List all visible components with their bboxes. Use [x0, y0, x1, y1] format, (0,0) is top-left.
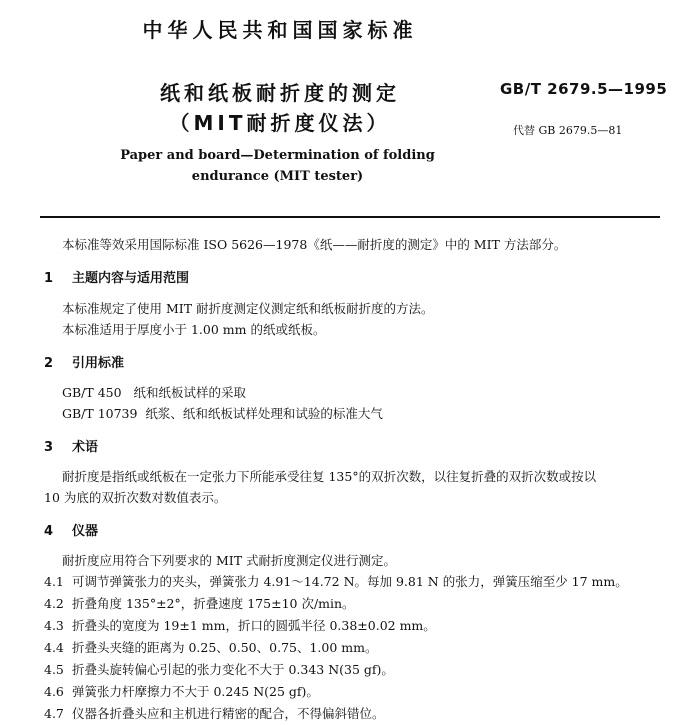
clause-number: 4.6	[44, 684, 64, 699]
section-3-title: 术语	[72, 440, 99, 455]
replaces-note: 代替 GB 2679.5—81	[513, 124, 623, 137]
header-divider	[40, 216, 660, 218]
clause-number: 4.7	[44, 706, 64, 721]
clause-text: 折叠角度 135°±2°，折叠速度 175±10 次/min。	[72, 596, 355, 611]
clause-text: 仪器各折叠头应和主机进行精密的配合，不得偏斜错位。	[72, 706, 385, 721]
reference-gb-t-450: GB/T 450 纸和纸板试样的采取	[62, 385, 246, 400]
section-2-title: 引用标准	[72, 356, 125, 371]
section-1-title: 主题内容与适用范围	[72, 271, 190, 286]
section-3-paragraph-line-2: 10 为底的双折次数对数值表示。	[44, 490, 227, 505]
clause-text: 弹簧张力杆摩擦力不大于 0.245 N(25 gf)。	[72, 684, 319, 699]
section-4-number: 4	[44, 524, 54, 539]
section-3-paragraph-line-1: 耐折度是指纸或纸板在一定张力下所能承受往复 135°的双折次数，以往复折叠的双折次数或按以	[62, 469, 597, 484]
section-3-number: 3	[44, 440, 54, 455]
clause-4-7	[44, 704, 385, 722]
clause-4-1	[44, 572, 628, 590]
section-1-number: 1	[44, 271, 54, 286]
section-1-paragraph-1: 本标准规定了使用 MIT 耐折度测定仪测定纸和纸板耐折度的方法。	[62, 301, 434, 316]
english-title-line-2: endurance (MIT tester)	[191, 169, 364, 184]
clause-4-5	[44, 660, 394, 678]
clause-number: 4.2	[44, 596, 64, 611]
section-2-number: 2	[44, 356, 54, 371]
section-1-heading	[44, 267, 189, 286]
clause-4-4	[44, 638, 377, 656]
chinese-title-line-2: （MIT耐折度仪法）	[169, 111, 391, 135]
clause-text: 折叠头的宽度为 19±1 mm，折口的圆弧半径 0.38±0.02 mm。	[72, 618, 436, 633]
clause-number: 4.4	[44, 640, 64, 655]
section-4-title: 仪器	[72, 524, 99, 539]
section-3-heading	[44, 436, 98, 455]
section-4-paragraph: 耐折度应用符合下列要求的 MIT 式耐折度测定仪进行测定。	[62, 553, 397, 568]
reference-gb-t-10739: GB/T 10739 纸浆、纸和纸板试样处理和试验的标准大气	[62, 406, 383, 421]
chinese-title-line-1: 纸和纸板耐折度的测定	[160, 81, 400, 105]
intro-paragraph: 本标准等效采用国际标准 ISO 5626—1978《纸——耐折度的测定》中的 MIT 方法部分。	[62, 237, 567, 252]
national-standard-heading: 中华人民共和国国家标准	[142, 18, 418, 42]
section-2-heading	[44, 352, 124, 371]
clause-4-2	[44, 594, 355, 612]
clause-number: 4.3	[44, 618, 64, 633]
english-title-line-1: Paper and board—Determination of folding	[120, 148, 435, 163]
section-1-paragraph-2: 本标准适用于厚度小于 1.00 mm 的纸或纸板。	[62, 322, 326, 337]
clause-number: 4.5	[44, 662, 64, 677]
clause-text: 折叠头夹缝的距离为 0.25、0.50、0.75、1.00 mm。	[72, 640, 378, 655]
clause-text: 折叠头旋转偏心引起的张力变化不大于 0.343 N(35 gf)。	[72, 662, 394, 677]
clause-4-6	[44, 682, 319, 700]
standard-number: GB/T 2679.5—1995	[500, 80, 668, 98]
clause-number: 4.1	[44, 574, 64, 589]
section-4-heading	[44, 520, 98, 539]
clause-4-3	[44, 616, 436, 634]
clause-text: 可调节弹簧张力的夹头，弹簧张力 4.91～14.72 N。每加 9.81 N 的张力，弹簧压缩至少 17 mm。	[72, 574, 628, 589]
